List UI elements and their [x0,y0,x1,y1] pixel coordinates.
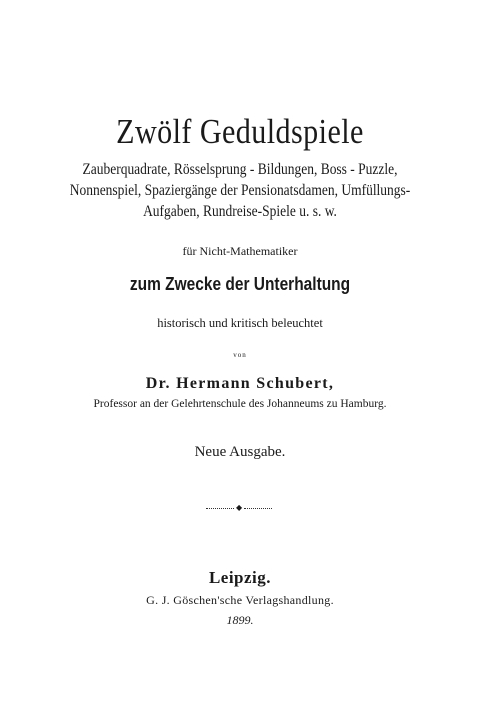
publisher-name: G. J. Göschen'sche Verlagshandlung. [146,593,334,607]
audience-line: für Nicht-Mathematiker [182,244,298,258]
divider-ornament: ◆ [236,503,243,512]
book-title: Zwölf Geduldspiele [116,112,364,151]
by-line: von [233,351,247,359]
purpose-line: zum Zwecke der Unterhaltung [129,274,351,294]
treatment-line: historisch und kritisch beleuchtet [157,316,323,330]
author-title: Professor an der Gelehrtenschule des Johanneums zu Hamburg. [93,398,387,410]
author-name: Dr. Hermann Schubert, [145,375,335,392]
divider-rule-right [244,508,272,509]
ornament-divider-icon [206,505,272,513]
subtitle-line-3: Aufgaben, Rundreise-Spiele u. s. w. [143,203,337,220]
divider-rule-left [206,508,234,509]
subtitle-line-1: Zauberquadrate, Rösselsprung - Bildungen, Boss - Puzzle, [82,161,398,178]
subtitle-line-2: Nonnenspiel, Spaziergänge der Pensionatsdamen, Umfüllungs- [69,182,411,199]
publication-place: Leipzig. [208,568,272,587]
edition-line: Neue Ausgabe. [194,444,286,460]
publication-year: 1899. [226,613,254,627]
